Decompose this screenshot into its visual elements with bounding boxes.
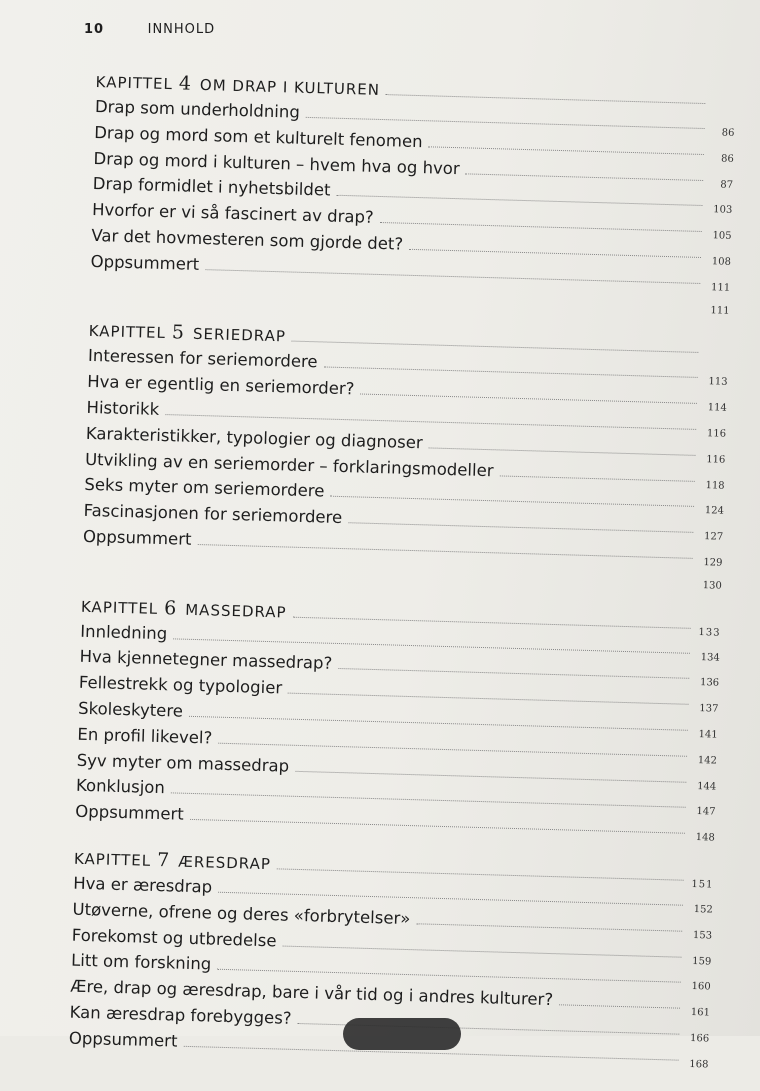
entry-title: Drap som underholdning (94, 96, 301, 122)
entry-title: Drap formidlet i nyhetsbildet (92, 174, 331, 200)
entry-title: Hvorfor er vi så fascinert av drap? (91, 200, 374, 227)
dot-leader (288, 693, 689, 705)
entry-page-number: 129 (703, 557, 723, 569)
entry-title: Drap og mord i kulturen – hvem hva og hvor (93, 148, 460, 178)
entry-page-number: 153 (692, 929, 713, 942)
entry-title: Drap og mord som et kulturelt fenomen (93, 122, 423, 151)
entry-title: Fascinasjonen for seriemordere (83, 500, 343, 528)
entry-title: Karakteristikker, typologier og diagnoser (85, 423, 423, 453)
entry-title: En profil likevel? (77, 724, 213, 748)
entry-page-number: 148 (695, 832, 715, 844)
dot-leader (559, 1004, 680, 1008)
chapter-section (82, 319, 729, 592)
entry-title: Fellestrekk og typologier (78, 672, 283, 698)
dot-leader (380, 222, 702, 232)
entry-title: Hva er æresdrap (73, 873, 213, 897)
entry-page-number: 86 (721, 127, 735, 139)
entry-title: Interessen for seriemordere (87, 346, 318, 372)
dot-leader (466, 173, 704, 181)
chapter-number: 6 (163, 596, 178, 620)
entry-page-number: 114 (707, 402, 727, 414)
page-number: 10 (84, 22, 105, 37)
entry-page-number: 111 (710, 304, 730, 317)
entry-page-number: 124 (704, 505, 725, 518)
entry-title: Innledning (80, 621, 168, 643)
entry-page-number: 159 (692, 955, 712, 968)
chapter-page-number (704, 359, 728, 360)
entry-page-number: 141 (698, 729, 718, 741)
entry-page-number: 87 (720, 179, 734, 191)
running-head (84, 22, 215, 37)
chapter-label: KAPITTEL (73, 849, 152, 870)
table-of-contents (68, 70, 736, 1091)
dot-leader (282, 945, 681, 957)
chapter-title: OM DRAP I KULTUREN (199, 75, 381, 99)
dot-leader (336, 195, 702, 206)
entry-title: Hva kjennetegner massedrap? (79, 647, 333, 674)
entry-page-number: 142 (697, 754, 718, 767)
dot-leader (292, 616, 690, 628)
dot-leader (348, 522, 693, 533)
entry-title: Skoleskytere (77, 698, 184, 721)
chapter-page-number (711, 110, 735, 111)
entry-page-number: 137 (699, 703, 719, 715)
chapter-page-number: 133 (698, 626, 721, 639)
chapter-number: 7 (156, 848, 171, 872)
page-title: INNHOLD (147, 22, 216, 37)
chapter-number: 5 (171, 321, 186, 344)
dot-leader (292, 341, 699, 353)
dot-leader (499, 475, 694, 481)
entry-page-number: 113 (708, 376, 728, 389)
entry-page-number: 86 (720, 153, 734, 165)
dot-leader (323, 367, 697, 378)
entry-page-number: 136 (699, 677, 720, 689)
chapter-section (90, 70, 736, 317)
entry-title: Seks myter om seriemordere (84, 475, 325, 501)
chapter-title: MASSEDRAP (185, 600, 287, 622)
entry-page-number: 116 (706, 453, 726, 466)
entry-title: Kan æresdrap forebygges? (69, 1002, 292, 1028)
entry-page-number: 130 (702, 579, 722, 592)
dot-leader (96, 290, 700, 307)
entry-title: Utvikling av en seriemorder – forklaringsmodeller (84, 449, 494, 480)
dot-leader (277, 868, 684, 880)
entry-title: Var det hovmesteren som gjorde det? (91, 225, 404, 254)
entry-title: Konklusjon (75, 776, 166, 798)
entry-page-number: 116 (706, 428, 727, 440)
chapter-label: KAPITTEL (80, 597, 159, 618)
entry-title: Forekomst og utbredelse (71, 925, 277, 950)
entry-page-number: 166 (689, 1032, 710, 1045)
entry-title: Oppsummert (90, 251, 200, 274)
chapter-label: KAPITTEL (88, 322, 167, 343)
entry-page-number: 160 (691, 981, 711, 993)
entry-page-number: 134 (700, 651, 720, 664)
entry-title: Oppsummert (82, 526, 192, 549)
dot-leader (360, 394, 697, 404)
entry-page-number: 168 (689, 1058, 709, 1071)
dot-leader (190, 819, 685, 834)
entry-page-number: 147 (696, 806, 716, 818)
dot-leader (88, 565, 692, 582)
entry-page-number: 161 (690, 1007, 711, 1019)
entry-title: Utøverne, ofrene og deres «forbrytelser» (72, 899, 411, 928)
dot-leader (386, 94, 705, 104)
dot-leader (295, 770, 686, 782)
entry-title: Oppsummert (68, 1028, 178, 1051)
dot-leader (338, 668, 689, 679)
chapter-page-number: 151 (691, 878, 714, 891)
dot-leader (429, 447, 696, 455)
chapter-number: 4 (178, 72, 193, 95)
dot-leader (306, 117, 705, 129)
dot-leader (428, 146, 703, 155)
entry-title: Litt om forskning (70, 950, 212, 974)
entry-title: Oppsummert (75, 801, 185, 824)
entry-title: Syv myter om massedrap (76, 750, 290, 776)
entry-page-number: 152 (693, 903, 713, 916)
entry-page-number: 144 (696, 780, 717, 793)
entry-page-number: 108 (711, 256, 732, 268)
entry-page-number: 105 (712, 230, 732, 242)
chapter-section (75, 594, 721, 844)
chapter-label: KAPITTEL (95, 72, 174, 94)
chapter-title: ÆRESDRAP (177, 852, 272, 874)
entry-title: Ære, drap og æresdrap, bare i vår tid og i andres kulturer? (70, 976, 554, 1010)
entry-title: Hva er egentlig en seriemorder? (87, 372, 355, 399)
entry-page-number: 111 (710, 282, 731, 294)
page-indicator (343, 1018, 461, 1050)
dot-leader (409, 249, 701, 258)
dot-leader (330, 496, 694, 507)
entry-title: Historikk (86, 397, 160, 419)
chapter-title: SERIEDRAP (192, 325, 287, 346)
entry-page-number: 127 (703, 531, 724, 543)
entry-page-number: 103 (713, 204, 733, 217)
entry-page-number: 118 (705, 479, 725, 492)
dot-leader (416, 923, 682, 931)
